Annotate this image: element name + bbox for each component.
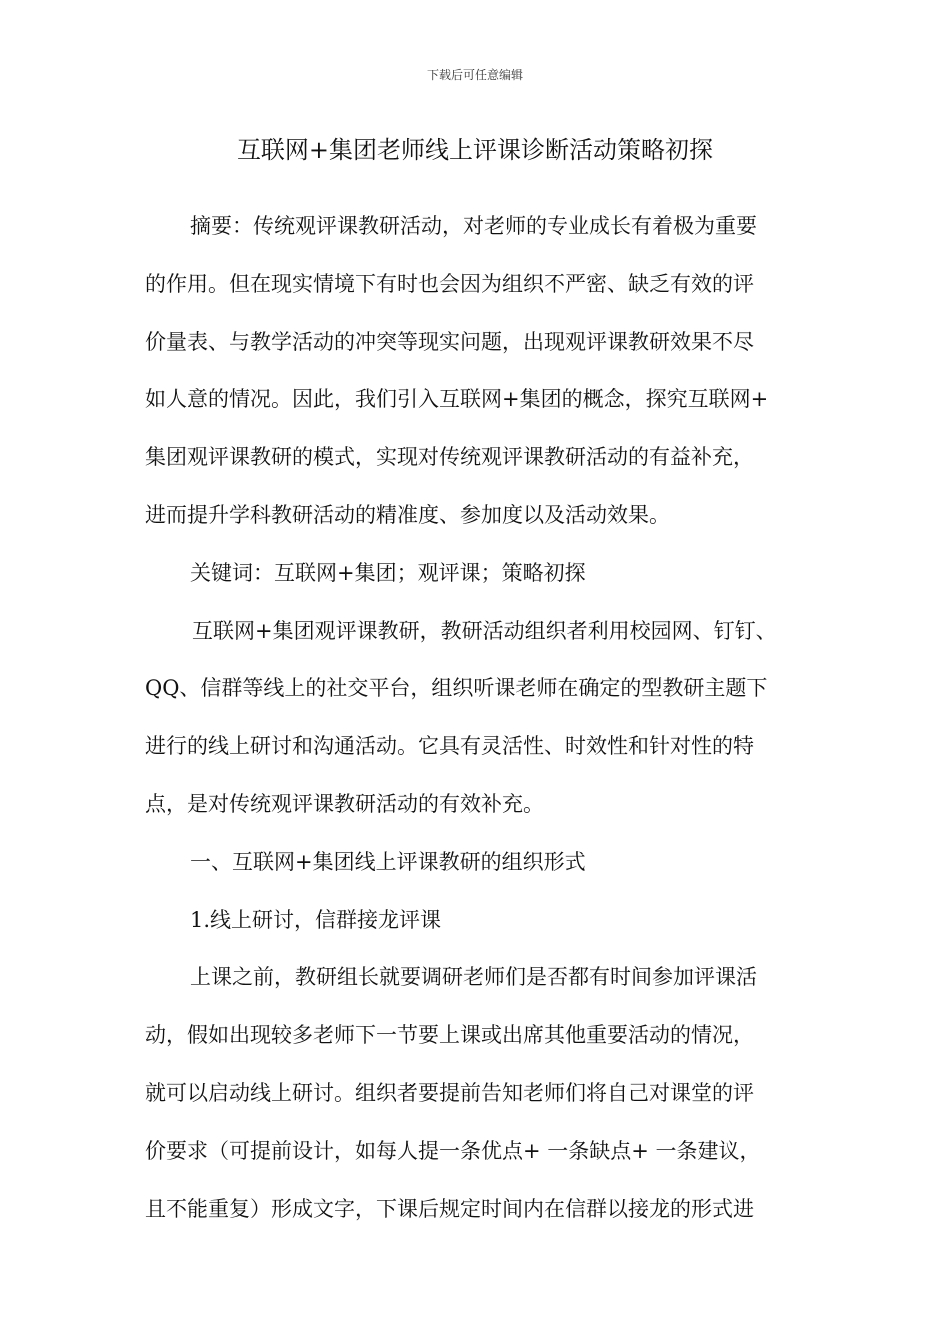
document-body [145,198,825,1238]
paragraph-line: 且不能重复）形成文字，下课后规定时间内在信群以接龙的形式进 [145,1196,754,1221]
keywords-line: 关键词：互联网+集团；观评课；策略初探 [190,560,586,585]
paragraph-line: 价要求（可提前设计，如每人提一条优点+ 一条缺点+ 一条建议， [145,1138,761,1163]
abstract-line: 的作用。但在现实情境下有时也会因为组织不严密、缺乏有效的评 [145,271,754,296]
paragraph-line: 上课之前，教研组长就要调研老师们是否都有时间参加评课活 [190,965,757,990]
document-title: 互联网+集团老师线上评课诊断活动策略初探 [236,136,714,164]
paragraph-line: 就可以启动线上研讨。组织者要提前告知老师们将自己对课堂的评 [145,1080,754,1105]
subsection-heading: 1.线上研讨，信群接龙评课 [190,907,442,932]
abstract-line: 进而提升学科教研活动的精准度、参加度以及活动效果。 [145,502,670,527]
paragraph-line: 进行的线上研讨和沟通活动。它具有灵活性、时效性和针对性的特 [145,734,754,759]
header-note: 下载后可任意编辑 [426,68,523,82]
abstract-line: 价量表、与教学活动的冲突等现实问题，出现观评课教研效果不尽 [145,329,754,354]
paragraph-line: 点，是对传统观评课教研活动的有效补充。 [145,791,544,816]
paragraph-line: 互联网+集团观评课教研，教研活动组织者利用校园网、钉钉、 [192,618,777,643]
section-heading: 一、互联网+集团线上评课教研的组织形式 [190,849,586,874]
abstract-line: 集团观评课教研的模式，实现对传统观评课教研活动的有益补充， [145,445,754,470]
paragraph-line: 动，假如出现较多老师下一节要上课或出席其他重要活动的情况， [145,1023,754,1048]
abstract-line: 如人意的情况。因此，我们引入互联网+集团的概念，探究互联网+ [145,387,769,412]
abstract-line: 摘要：传统观评课教研活动，对老师的专业成长有着极为重要 [190,214,757,238]
paragraph-line: QQ、信群等线上的社交平台，组织听课老师在确定的型教研主题下 [145,676,768,701]
